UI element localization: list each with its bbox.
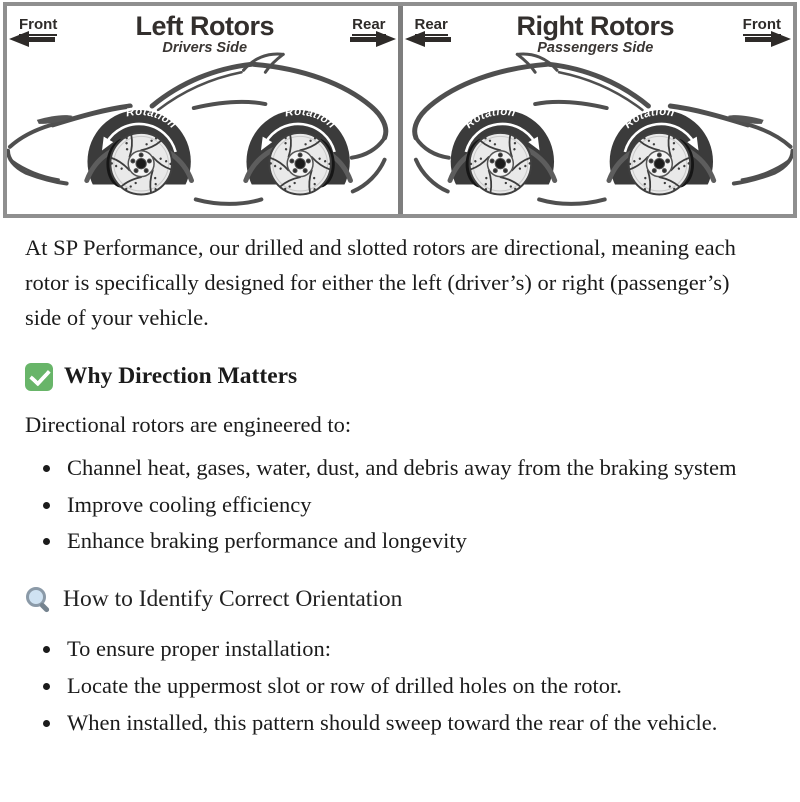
front-direction-indicator xyxy=(19,16,57,48)
arrow-left-icon xyxy=(405,31,451,47)
rotation-label: Rotation xyxy=(462,105,517,132)
panel-title: Left Rotors xyxy=(135,11,274,41)
panel-left-rotors xyxy=(7,6,398,214)
panel-title: Right Rotors xyxy=(516,11,674,41)
benefits-lead-text: Directional rotors are engineered to: xyxy=(25,411,352,437)
arrow-left-icon xyxy=(9,31,55,47)
rotation-label: Rotation xyxy=(621,105,676,132)
panel-subtitle: Passengers Side xyxy=(537,39,654,56)
check-mark-icon xyxy=(25,363,53,391)
panel-titleblock xyxy=(135,13,274,55)
rotation-label: Rotation xyxy=(125,105,179,132)
direction-label: Front xyxy=(19,16,57,36)
list-item: • To ensure proper installation: xyxy=(63,632,755,667)
list-item: • Channel heat, gases, water, dust, and debris away from the braking system xyxy=(63,451,755,486)
arrow-right-icon xyxy=(745,31,791,47)
article-content xyxy=(0,231,800,741)
panel-right-header xyxy=(403,6,794,60)
direction-label: Rear xyxy=(352,16,385,36)
rear-direction-indicator xyxy=(352,16,385,48)
panel-left-header xyxy=(7,6,398,60)
rotation-label: Rotation xyxy=(284,105,338,132)
page xyxy=(0,2,800,741)
panel-subtitle: Drivers Side xyxy=(162,39,248,56)
orientation-steps-list xyxy=(25,632,755,741)
list-item: • Locate the uppermost slot or row of drilled holes on the rotor. xyxy=(63,669,755,704)
intro-paragraph: At SP Performance, our drilled and slotted rotors are directional, meaning each rotor is specifically designed for either the left (driver’s) or right (passenger’s) side of your vehicle. xyxy=(25,235,736,330)
section-title-why-direction-matters xyxy=(25,363,755,391)
front-direction-indicator xyxy=(743,16,781,48)
magnifying-glass-icon xyxy=(25,586,52,613)
benefits-list xyxy=(25,451,755,560)
panel-right-rotors xyxy=(398,6,794,214)
panel-titleblock xyxy=(517,13,674,55)
arrow-right-icon xyxy=(350,31,396,47)
list-item: • When installed, this pattern should sweep toward the rear of the vehicle. xyxy=(63,706,755,741)
section-title-text: Why Direction Matters xyxy=(64,363,298,390)
section-title-text: How to Identify Correct Orientation xyxy=(63,586,403,613)
rotor-direction-diagram xyxy=(3,2,797,218)
direction-label: Front xyxy=(743,16,781,36)
list-item: • Enhance braking performance and longevity xyxy=(63,524,755,559)
list-item: • Improve cooling efficiency xyxy=(63,488,755,523)
section-title-how-to-identify xyxy=(25,586,755,613)
direction-label: Rear xyxy=(415,16,448,36)
rear-direction-indicator xyxy=(415,16,448,48)
